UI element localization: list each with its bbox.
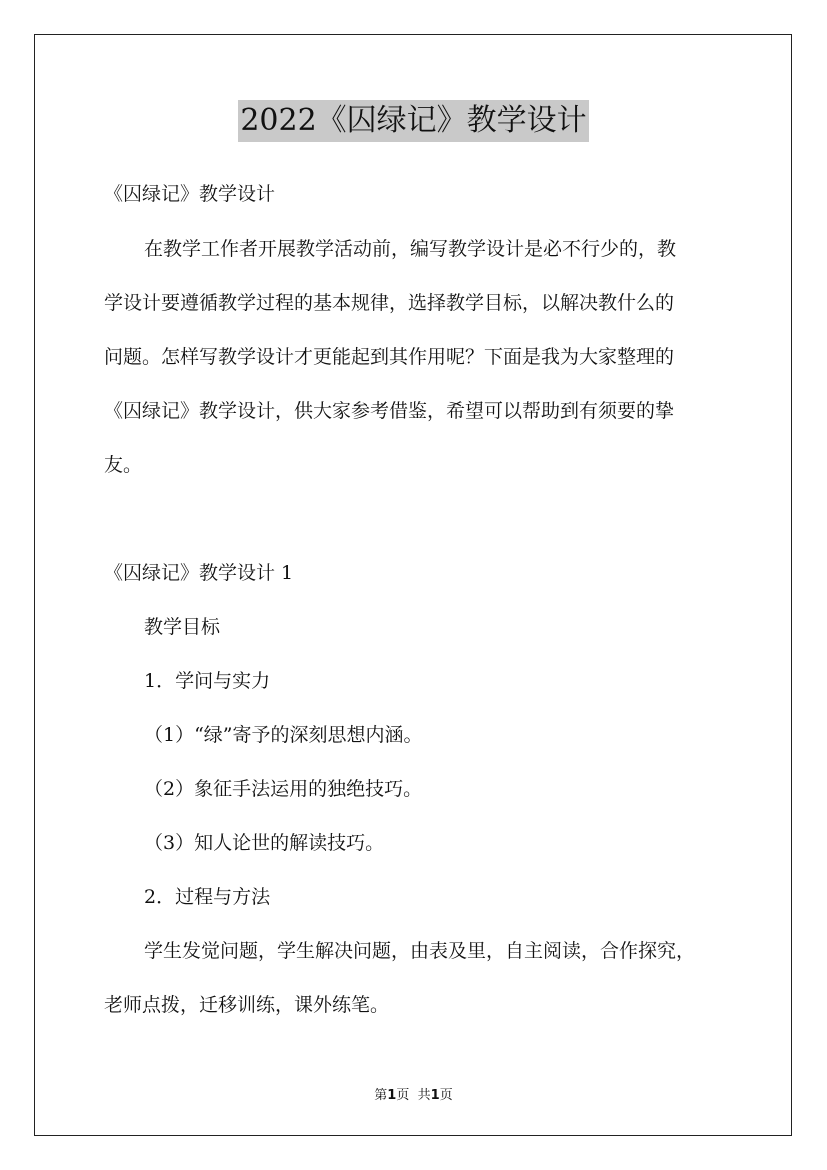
paragraph-line: 老师点拨，迁移训练，课外练笔。 [104,994,390,1016]
list-heading: 1．学问与实力 [144,670,271,692]
list-item: （2）象征手法运用的独绝技巧。 [144,778,423,800]
paragraph-line: 在教学工作者开展教学活动前，编写教学设计是必不行少的，教 [144,238,677,260]
list-item: （3）知人论世的解读技巧。 [144,832,385,854]
document-title: 2022《囚绿记》教学设计 [0,100,827,142]
subsection-heading: 教学目标 [144,616,221,638]
section-heading: 《囚绿记》教学设计 1 [104,562,294,584]
page-footer: 第1页 共1页 [374,1088,453,1103]
paragraph-line: 学生发觉问题，学生解决问题，由表及里，自主阅读，合作探究， [144,940,696,962]
paragraph-line: 问题。怎样写教学设计才更能起到其作用呢？下面是我为大家整理的 [104,346,675,368]
paragraph-line: 《囚绿记》教学设计，供大家参考借鉴，希望可以帮助到有须要的挚 [104,400,675,422]
paragraph-line: 学设计要遵循教学过程的基本规律，选择教学目标，以解决教什么的 [104,292,675,314]
list-item: （1）“绿”寄予的深刻思想内涵。 [144,724,423,746]
paragraph-line: 友。 [104,454,143,476]
subtitle: 《囚绿记》教学设计 [104,183,276,205]
list-heading: 2．过程与方法 [144,886,271,908]
